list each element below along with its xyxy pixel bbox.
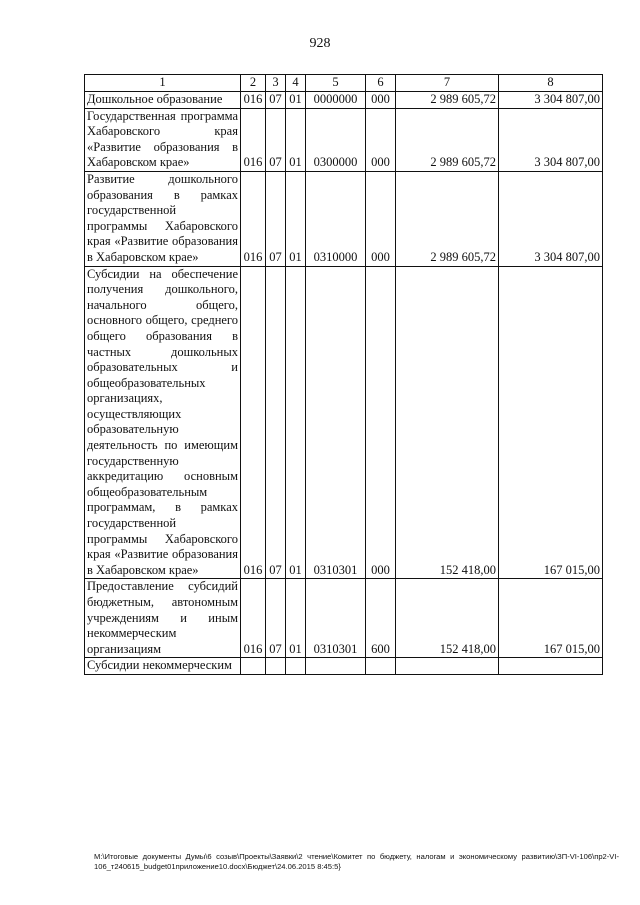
expense-type-code bbox=[366, 658, 396, 675]
header-cell: 7 bbox=[396, 75, 499, 92]
ministry-code: 016 bbox=[241, 579, 266, 658]
amount-col7 bbox=[396, 658, 499, 675]
page-number: 928 bbox=[309, 36, 331, 51]
ministry-code: 016 bbox=[241, 108, 266, 171]
row-name: Субсидии на обеспечение получения дошкольного, начального общего, основного общего, среднего общего образования в частных дошкольных образовательных и общеобразовательных организациях, осуществляющих образовательную деятельность по имеющим государственную аккредитацию основным общеобразовательным программам, в рамках государственной программы Хабаровского края «Развитие образования в Хабаровском крае» bbox=[85, 266, 241, 579]
subsection-code: 01 bbox=[286, 108, 306, 171]
amount-col8: 3 304 807,00 bbox=[499, 171, 603, 266]
section-code bbox=[266, 658, 286, 675]
ministry-code bbox=[241, 658, 266, 675]
section-code: 07 bbox=[266, 108, 286, 171]
target-code: 0310301 bbox=[306, 266, 366, 579]
header-cell: 3 bbox=[266, 75, 286, 92]
section-code: 07 bbox=[266, 92, 286, 109]
amount-col7: 152 418,00 bbox=[396, 266, 499, 579]
amount-col7: 152 418,00 bbox=[396, 579, 499, 658]
row-name: Государственная программа Хабаровского края «Развитие образования в Хабаровском крае» bbox=[85, 108, 241, 171]
row-name: Предоставление субсидий бюджетным, автономным учреждениям и иным некоммерческим организациям bbox=[85, 579, 241, 658]
header-cell: 6 bbox=[366, 75, 396, 92]
subsection-code: 01 bbox=[286, 171, 306, 266]
subsection-code: 01 bbox=[286, 266, 306, 579]
row-name: Развитие дошкольного образования в рамках государственной программы Хабаровского края «Развитие образования в Хабаровском крае» bbox=[85, 171, 241, 266]
section-code: 07 bbox=[266, 266, 286, 579]
header-row bbox=[85, 75, 603, 92]
expense-type-code: 000 bbox=[366, 92, 396, 109]
header-cell: 1 bbox=[85, 75, 241, 92]
table-row bbox=[85, 108, 603, 171]
ministry-code: 016 bbox=[241, 92, 266, 109]
expense-type-code: 000 bbox=[366, 171, 396, 266]
ministry-code: 016 bbox=[241, 171, 266, 266]
amount-col7: 2 989 605,72 bbox=[396, 171, 499, 266]
amount-col7: 2 989 605,72 bbox=[396, 92, 499, 109]
target-code: 0310000 bbox=[306, 171, 366, 266]
amount-col7: 2 989 605,72 bbox=[396, 108, 499, 171]
section-code: 07 bbox=[266, 171, 286, 266]
target-code: 0300000 bbox=[306, 108, 366, 171]
target-code: 0000000 bbox=[306, 92, 366, 109]
expense-type-code: 000 bbox=[366, 266, 396, 579]
amount-col8 bbox=[499, 658, 603, 675]
subsection-code: 01 bbox=[286, 579, 306, 658]
budget-table bbox=[84, 74, 603, 675]
target-code bbox=[306, 658, 366, 675]
table-row bbox=[85, 658, 603, 675]
amount-col8: 167 015,00 bbox=[499, 266, 603, 579]
target-code: 0310301 bbox=[306, 579, 366, 658]
amount-col8: 167 015,00 bbox=[499, 579, 603, 658]
subsection-code bbox=[286, 658, 306, 675]
header-cell: 8 bbox=[499, 75, 603, 92]
ministry-code: 016 bbox=[241, 266, 266, 579]
table-row bbox=[85, 266, 603, 579]
amount-col8: 3 304 807,00 bbox=[499, 108, 603, 171]
header-cell: 5 bbox=[306, 75, 366, 92]
table-row bbox=[85, 579, 603, 658]
subsection-code: 01 bbox=[286, 92, 306, 109]
row-name: Дошкольное образование bbox=[85, 92, 241, 109]
footer-file-path: М:\Итоговые документы Думы\6 созыв\Проекты\Заявки\2 чтение\Комитет по бюджету, налогам и экономическому развитию\ЗП-VI-106\пр2-VI-106_т240615_budget01приложение10.docx\Бюджет\24.06.2015 8:45:5} bbox=[94, 852, 619, 871]
table-row bbox=[85, 171, 603, 266]
expense-type-code: 600 bbox=[366, 579, 396, 658]
expense-type-code: 000 bbox=[366, 108, 396, 171]
amount-col8: 3 304 807,00 bbox=[499, 92, 603, 109]
header-cell: 2 bbox=[241, 75, 266, 92]
header-cell: 4 bbox=[286, 75, 306, 92]
section-code: 07 bbox=[266, 579, 286, 658]
table-row bbox=[85, 92, 603, 109]
row-name: Субсидии некоммерческим bbox=[85, 658, 241, 675]
